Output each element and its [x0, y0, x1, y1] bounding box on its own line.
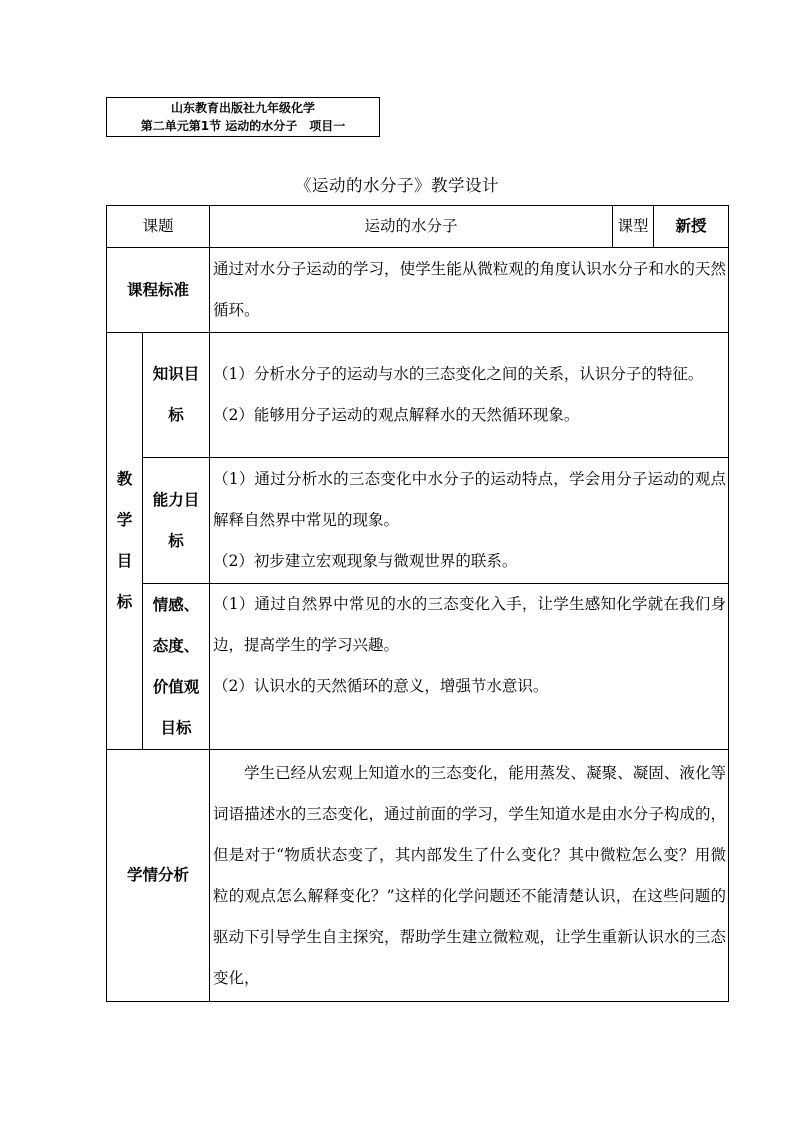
- analysis-text: [210, 750, 729, 1002]
- emotion-label-line: 情感、: [152, 595, 200, 614]
- knowledge-row: [107, 333, 729, 458]
- standard-row: [107, 248, 729, 333]
- emotion-text: [210, 584, 729, 750]
- ability-item: （2）初步建立宏观现象与微观世界的联系。: [213, 552, 518, 570]
- emotion-label-line: 目标: [160, 718, 192, 737]
- topic-row: [107, 206, 729, 248]
- knowledge-label-line: 标: [168, 406, 184, 424]
- objectives-char: 目: [116, 552, 133, 570]
- knowledge-text: [210, 333, 729, 458]
- standard-label: 课程标准: [107, 248, 210, 333]
- knowledge-label-line: 知识目: [152, 365, 200, 383]
- knowledge-item: （1）分析水分子的运动与水的三态变化之间的关系，认识分子的特征。: [213, 365, 704, 383]
- emotion-label-line: 态度、: [152, 636, 200, 655]
- ability-row: [107, 458, 729, 584]
- standard-text: 通过对水分子运动的学习，使学生能从微粒观的角度认识水分子和水的天然循环。: [210, 248, 729, 333]
- ability-label-line: 能力目: [152, 490, 200, 509]
- analysis-label: 学情分析: [107, 750, 210, 1002]
- document-title: 《运动的水分子》教学设计: [295, 176, 499, 195]
- ability-label-line: 标: [168, 531, 184, 550]
- type-label: 课型: [613, 206, 654, 248]
- objectives-char: 教: [116, 470, 133, 488]
- objectives-label: [107, 333, 143, 750]
- publisher-line: 山东教育出版社九年级化学: [170, 101, 315, 115]
- knowledge-label: [143, 333, 210, 458]
- analysis-row: [107, 750, 729, 1002]
- emotion-row: [107, 584, 729, 750]
- lesson-plan-table: [106, 205, 729, 1002]
- publisher-header: [106, 97, 380, 137]
- unit-line: 第二单元第1节 运动的水分子 项目一: [140, 119, 346, 133]
- emotion-item: （2）认识水的天然循环的意义，增强节水意识。: [213, 677, 549, 695]
- ability-text: [210, 458, 729, 584]
- emotion-label: [143, 584, 210, 750]
- topic-value: 运动的水分子: [210, 206, 613, 248]
- knowledge-item: （2）能够用分子运动的观点解释水的天然循环现象。: [213, 406, 580, 424]
- type-value: 新授: [654, 206, 729, 248]
- emotion-label-line: 价值观: [152, 677, 200, 696]
- ability-item: （1）通过分析水的三态变化中水分子的运动特点，学会用分子运动的观点解释自然界中常见的现象。: [213, 470, 727, 529]
- objectives-char: 学: [116, 511, 133, 529]
- topic-label: 课题: [107, 206, 210, 248]
- emotion-item: （1）通过自然界中常见的水的三态变化入手，让学生感知化学就在我们身边，提高学生的学习兴趣。: [213, 595, 727, 654]
- analysis-paragraph: 学生已经从宏观上知道水的三态变化，能用蒸发、凝聚、凝固、液化等词语描述水的三态变化，通过前面的学习，学生知道水是由水分子构成的，但是对于“物质状态变了，其内部发生了什么变化？其中微粒怎么变？用微粒的观点怎么解释变化？”这样的化学问题还不能清楚认识，在这些问题的驱动下引导学生自主探究，帮助学生建立微粒观，让学生重新认识水的三态变化，: [213, 763, 727, 987]
- objectives-char: 标: [116, 593, 133, 611]
- ability-label: [143, 458, 210, 584]
